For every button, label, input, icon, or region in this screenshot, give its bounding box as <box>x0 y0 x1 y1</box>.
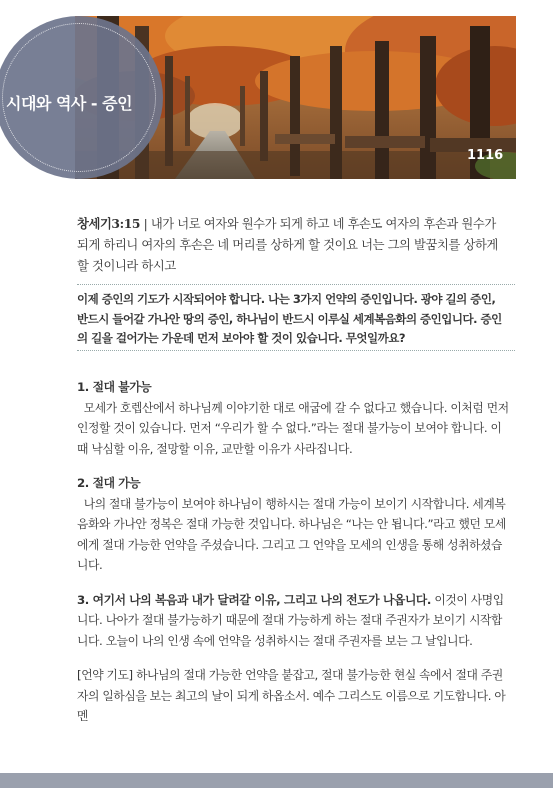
section-text: 이것이 사명입니다. 나아가 절대 불가능하기 때문에 절대 가능하게 하는 절대 주권자가 보이기 시작합니다. 오늘이 나의 인생 속에 언약을 성취하시는 절대 주권자를 보는 그 날입니다. <box>77 592 504 648</box>
intro-paragraph: 이제 증인의 기도가 시작되어야 합니다. 나는 3가지 언약의 증인입니다. 광야 길의 증인, 반드시 들어갈 가나안 땅의 증인, 하나님이 반드시 이루실 세계복음화의 증인입니다. 증인의 길을 걸어가는 가운데 먼저 보아야 할 것이 있습니다. 무엇일까요? <box>77 292 502 345</box>
section-heading: 2. 절대 가능 <box>77 476 141 490</box>
prayer-text: 하나님의 절대 가능한 언약을 붙잡고, 절대 불가능한 현실 속에서 절대 주권자의 일하심을 보는 최고의 날이 되게 하옵소서. 예수 그리스도 이름으로 기도합니다. 아멘 <box>77 668 506 723</box>
section-title: 시대와 역사 - 증인 <box>6 94 133 113</box>
section-1 <box>77 377 510 459</box>
verse-reference: 창세기3:15 <box>77 216 141 231</box>
prayer <box>77 665 510 727</box>
dotted-divider-top <box>77 284 515 285</box>
dotted-divider-bottom <box>77 350 515 351</box>
verse-text: 내가 너로 여자와 원수가 되게 하고 네 후손도 여자의 후손과 원수가 되게 하리니 여자의 후손은 네 머리를 상하게 할 것이요 너는 그의 발꿈치를 상하게 할 것이니라 하시고 <box>77 217 498 273</box>
section-heading: 3. 여기서 나의 복음과 내가 달려갈 이유, 그리고 나의 전도가 나옵니다. <box>77 592 432 607</box>
section-text: 나의 절대 불가능이 보여야 하나님이 행하시는 절대 가능이 보이기 시작합니다. 세계복음화와 가나안 정복은 절대 가능한 것입니다. 하나님은 “나는 안 됩니다.”라고 했던 모세에게 절대 가능한 언약을 주셨습니다. 그리고 그 언약을 모세의 인생을 통해 성취하셨습니다. <box>77 496 506 572</box>
section-heading: 1. 절대 불가능 <box>77 380 152 394</box>
section-text: 모세가 호렙산에서 하나님께 이야기한 대로 애굽에 갈 수 없다고 했습니다. 이처럼 먼저 인정할 것이 있습니다. 먼저 “우리가 할 수 없다.”라는 절대 불가능이 보여야 합니다. 이때 낙심할 이유, 절망할 이유, 교만할 이유가 사라집니다. <box>77 400 509 456</box>
footer-bar <box>0 773 553 788</box>
bible-verse <box>77 213 503 277</box>
prayer-label: [언약 기도] <box>77 668 133 682</box>
verse-separator: | <box>143 217 148 231</box>
section-2 <box>77 473 510 576</box>
section-3 <box>77 590 510 652</box>
page-number: 1116 <box>467 148 504 163</box>
main-body <box>77 377 510 741</box>
